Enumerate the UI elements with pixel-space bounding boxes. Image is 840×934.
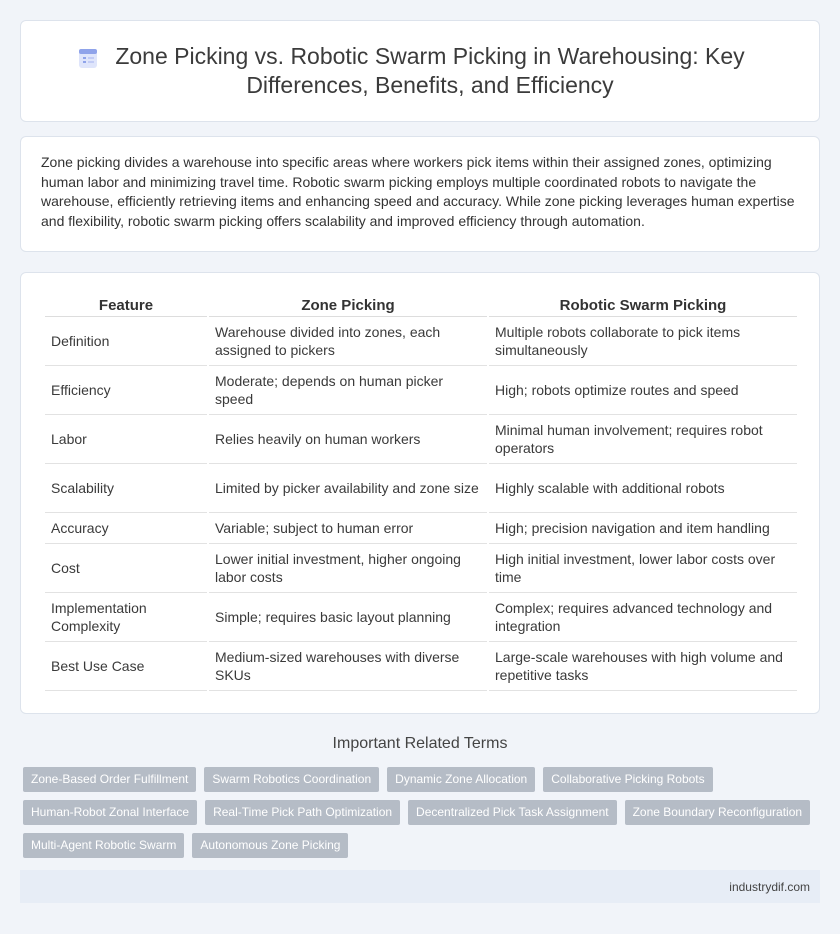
- robotic-swarm-cell: Highly scalable with additional robots: [489, 464, 797, 513]
- zone-picking-cell: Lower initial investment, higher ongoing labor costs: [209, 544, 487, 593]
- zone-picking-cell: Warehouse divided into zones, each assigned to pickers: [209, 317, 487, 366]
- related-term-tag[interactable]: Collaborative Picking Robots: [543, 767, 712, 792]
- table-row: [45, 366, 797, 415]
- page-title: Zone Picking vs. Robotic Swarm Picking in Warehousing: Key Differences, Benefits, and Efficiency: [115, 43, 745, 98]
- related-term-tag[interactable]: Decentralized Pick Task Assignment: [408, 800, 617, 825]
- footer: [20, 870, 820, 903]
- footer-site-link[interactable]: industrydif.com: [729, 879, 810, 894]
- table-header-row: [45, 293, 797, 317]
- title-card: [20, 20, 820, 122]
- robotic-swarm-cell: Multiple robots collaborate to pick items simultaneously: [489, 317, 797, 366]
- zone-picking-cell: Medium-sized warehouses with diverse SKUs: [209, 642, 487, 691]
- robotic-swarm-cell: Minimal human involvement; requires robot operators: [489, 415, 797, 464]
- column-header-zone-picking: Zone Picking: [209, 293, 487, 317]
- related-term-tag[interactable]: Autonomous Zone Picking: [192, 833, 348, 858]
- document-icon: [77, 47, 99, 69]
- related-term-tag[interactable]: Real-Time Pick Path Optimization: [205, 800, 400, 825]
- robotic-swarm-cell: High initial investment, lower labor costs over time: [489, 544, 797, 593]
- intro-card: [20, 136, 820, 252]
- table-row: [45, 544, 797, 593]
- intro-paragraph: Zone picking divides a warehouse into specific areas where workers pick items within their assigned zones, optimizing human labor and minimizing travel time. Robotic swarm picking employs multiple coordinated robots to navigate the warehouse, efficiently retrieving items and enhancing speed and accuracy. While zone picking leverages human expertise and flexibility, robotic swarm picking offers scalability and improved efficiency through automation.: [41, 154, 795, 229]
- feature-cell: Labor: [45, 415, 207, 464]
- table-row: [45, 642, 797, 691]
- zone-picking-cell: Variable; subject to human error: [209, 513, 487, 544]
- comparison-table: [43, 293, 799, 691]
- comparison-card: [20, 272, 820, 714]
- robotic-swarm-cell: High; precision navigation and item handling: [489, 513, 797, 544]
- related-terms-heading: Important Related Terms: [332, 735, 508, 752]
- zone-picking-cell: Moderate; depends on human picker speed: [209, 366, 487, 415]
- related-term-tag[interactable]: Multi-Agent Robotic Swarm: [23, 833, 184, 858]
- zone-picking-cell: Simple; requires basic layout planning: [209, 593, 487, 642]
- robotic-swarm-cell: Complex; requires advanced technology and integration: [489, 593, 797, 642]
- feature-cell: Definition: [45, 317, 207, 366]
- related-term-tag[interactable]: Zone Boundary Reconfiguration: [625, 800, 810, 825]
- column-header-robotic-swarm: Robotic Swarm Picking: [489, 293, 797, 317]
- related-terms-list: [23, 767, 823, 858]
- related-term-tag[interactable]: Swarm Robotics Coordination: [204, 767, 379, 792]
- feature-cell: Accuracy: [45, 513, 207, 544]
- table-row: [45, 464, 797, 513]
- related-term-tag[interactable]: Dynamic Zone Allocation: [387, 767, 535, 792]
- table-row: [45, 317, 797, 366]
- table-row: [45, 513, 797, 544]
- column-header-feature: Feature: [45, 293, 207, 317]
- table-row: [45, 593, 797, 642]
- zone-picking-cell: Limited by picker availability and zone size: [209, 464, 487, 513]
- related-term-tag[interactable]: Human-Robot Zonal Interface: [23, 800, 197, 825]
- robotic-swarm-cell: Large-scale warehouses with high volume and repetitive tasks: [489, 642, 797, 691]
- robotic-swarm-cell: High; robots optimize routes and speed: [489, 366, 797, 415]
- feature-cell: Efficiency: [45, 366, 207, 415]
- feature-cell: Scalability: [45, 464, 207, 513]
- zone-picking-cell: Relies heavily on human workers: [209, 415, 487, 464]
- related-term-tag[interactable]: Zone-Based Order Fulfillment: [23, 767, 196, 792]
- feature-cell: Best Use Case: [45, 642, 207, 691]
- table-row: [45, 415, 797, 464]
- feature-cell: Implementation Complexity: [45, 593, 207, 642]
- feature-cell: Cost: [45, 544, 207, 593]
